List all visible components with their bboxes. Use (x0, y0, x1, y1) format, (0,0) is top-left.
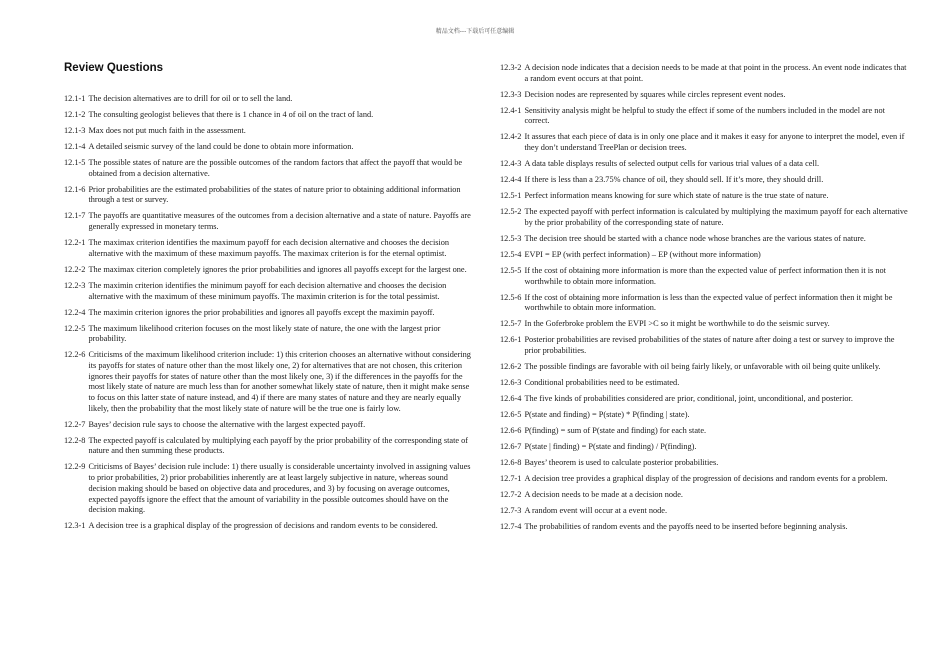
question-number: 12.5-7 (500, 319, 522, 329)
question-number: 12.3-1 (64, 521, 86, 531)
question-number: 12.5-1 (500, 191, 522, 201)
question-answer-text: The maximin criterion ignores the prior probabilities and ignores all payoffs except the maximin payoff. (88, 307, 435, 317)
review-question-item (64, 420, 474, 431)
review-question-item (500, 522, 908, 533)
question-answer-text: The expected payoff is calculated by multiplying each payoff by the prior probability of the corresponding state of nature and then summing these products. (88, 435, 469, 456)
question-number: 12.2-5 (64, 323, 86, 333)
question-number: 12.6-4 (500, 393, 522, 403)
question-answer-text: If the cost of obtaining more information is more than the expected value of perfect information then it is not worthwhile to obtain more information. (524, 265, 886, 286)
question-number: 12.5-6 (500, 292, 522, 302)
review-question-item (64, 238, 474, 259)
review-question-item (500, 458, 908, 469)
question-number: 12.1-7 (64, 211, 86, 221)
review-question-item (500, 175, 908, 186)
review-question-item (500, 207, 908, 228)
question-answer-text: The possible findings are favorable with oil being fairly likely, or unfavorable with oil being quite unlikely. (524, 361, 881, 371)
review-question-item (64, 211, 474, 232)
question-number: 12.2-1 (64, 238, 86, 248)
review-question-item (500, 159, 908, 170)
question-number: 12.7-4 (500, 521, 522, 531)
question-number: 12.7-2 (500, 489, 522, 499)
question-answer-text: Bayes’ decision rule says to choose the alternative with the largest expected payoff. (88, 419, 366, 429)
review-question-item (64, 350, 474, 414)
review-question-item (500, 191, 908, 202)
question-number: 12.1-4 (64, 142, 86, 151)
question-number: 12.2-6 (64, 350, 86, 360)
question-answer-text: A random event will occur at a event node. (524, 505, 668, 515)
question-number: 12.6-5 (500, 409, 522, 419)
review-question-item (64, 436, 474, 457)
question-answer-text: Criticisms of Bayes’ decision rule include: 1) there usually is considerable uncertainty involved in assigning values to prior probabilities, 2) prior probabilities inherently are at least largely subjective in nature, whereas sound decision making should be based on objective data and procedures, and 3) by focusing on average outcomes, expected payoffs ignore the effect that the amount of variability in the possible outcomes should have on the decision making. (88, 462, 471, 515)
question-answer-text: The maximax citerion completely ignores the prior probabilities and ignores all payoffs except for the largest one. (88, 264, 467, 274)
question-number: 12.4-2 (500, 132, 522, 142)
question-number: 12.2-3 (64, 280, 86, 290)
question-number: 12.2-4 (64, 307, 86, 317)
question-answer-text: The decision alternatives are to drill for oil or to sell the land. (88, 94, 293, 103)
review-question-item (500, 394, 908, 405)
review-question-item (500, 362, 908, 373)
question-answer-text: Conditional probabilities need to be estimated. (524, 377, 680, 387)
page-header-note: 精品文档---下载后可任意编辑 (435, 28, 515, 35)
question-number: 12.7-1 (500, 473, 522, 483)
review-question-item (64, 110, 474, 121)
question-answer-text: The five kinds of probabilities considered are prior, conditional, joint, unconditional, and posterior. (524, 393, 853, 403)
question-answer-text: Posterior probabilities are revised probabilities of the states of nature after doing a test or survey to improve the prior probabilities. (524, 335, 895, 355)
question-answer-text: A detailed seismic survey of the land could be done to obtain more information. (88, 142, 354, 151)
review-question-item (500, 319, 908, 330)
question-answer-text: Max does not put much faith in the assessment. (88, 126, 246, 135)
question-answer-text: The possible states of nature are the possible outcomes of the random factors that affect the payoff that would be obtained from a decision alternative. (88, 158, 463, 178)
page-title: Review Questions (64, 62, 164, 74)
review-question-item (64, 185, 474, 206)
question-answer-text: Criticisms of the maximum likelihood criterion include: 1) this criterion chooses an alternative without considering its payoffs for states of nature other than the most likely one, 2) for alternatives that are not chosen, this criterion ignores their payoffs for states of nature other than the most likely one, 3) if the differences in the payoffs for the most likely state of nature are much less than for another somewhat likely state of nature, then it might make sense to focus on this latter state of nature instead, and 4) if there are many states of nature and they are nearly equally likely, then the probability that the most likely state of nature will be the true one is fairly low. (88, 350, 471, 413)
question-answer-text: The expected payoff with perfect information is calculated by multiplying the maximum payoff for each alternative by the prior probability of the corresponding state of nature. (524, 207, 908, 227)
question-number: 12.6-6 (500, 425, 522, 435)
question-answer-text: A decision tree is a graphical display of the progression of decisions and random events to be considered. (88, 521, 438, 531)
question-number: 12.5-5 (500, 265, 522, 275)
review-question-item (64, 158, 474, 179)
question-answer-text: In the Goferbroke problem the EVPI >C so it might be worthwhile to do the seismic survey. (524, 319, 830, 329)
question-answer-text: The maximum likelihood criterion focuses on the most likely state of nature, the one with the largest prior probability. (88, 323, 441, 344)
review-question-item (500, 490, 908, 501)
question-answer-text: The consulting geologist believes that there is 1 chance in 4 of oil on the tract of land. (88, 110, 374, 119)
review-question-item (500, 335, 908, 356)
right-column (500, 63, 908, 538)
question-answer-text: The payoffs are quantitative measures of the outcomes from a decision alternative and a state of nature. Payoffs are generally expressed in monetary terms. (88, 211, 471, 232)
question-answer-text: A data table displays results of selected output cells for various trial values of a data cell. (524, 159, 820, 169)
question-number: 12.6-3 (500, 377, 522, 387)
question-answer-text: P(state and finding) = P(state) * P(finding | state). (524, 409, 690, 419)
question-number: 12.5-4 (500, 249, 522, 259)
review-question-item (500, 293, 908, 314)
question-answer-text: A decision tree provides a graphical display of the progression of decisions and random events for a problem. (524, 473, 888, 483)
review-question-item (500, 266, 908, 287)
review-question-item (64, 308, 474, 319)
review-question-item (64, 142, 474, 153)
question-answer-text: The probabilities of random events and the payoffs need to be inserted before beginning analysis. (524, 521, 848, 531)
review-question-item (500, 234, 908, 245)
question-answer-text: Sensitivity analysis might be helpful to study the effect if some of the numbers included in the model are not correct. (524, 105, 885, 126)
question-answer-text: EVPI = EP (with perfect information) – EP (without more information) (524, 249, 761, 259)
question-answer-text: It assures that each piece of data is in only one place and it makes it easy for anyone to interpret the model, even if they don’t understand TreePlan or decision trees. (524, 132, 905, 153)
question-number: 12.4-3 (500, 159, 522, 169)
question-number: 12.2-7 (64, 419, 86, 429)
question-number: 12.2-8 (64, 435, 86, 445)
review-question-item (500, 426, 908, 437)
question-answer-text: The decision tree should be started with a chance node whose branches are the various states of nature. (524, 233, 866, 243)
review-question-item (500, 474, 908, 485)
review-question-item (500, 378, 908, 389)
question-number: 12.3-2 (500, 63, 522, 72)
review-question-item (500, 506, 908, 517)
question-number: 12.1-1 (64, 94, 86, 103)
question-answer-text: If the cost of obtaining more information is less than the expected value of perfect information then it might be worthwhile to obtain more information. (524, 292, 893, 313)
question-answer-text: The maximax criterion identifies the maximum payoff for each decision alternative and chooses the decision alternative with the maximum of these maximum payoffs. The maximax criterion is for the eternal optimist. (88, 238, 450, 258)
left-column (64, 94, 474, 537)
review-question-item (64, 521, 474, 532)
review-question-item (500, 106, 908, 127)
review-question-item (64, 126, 474, 137)
question-number: 12.5-2 (500, 207, 522, 217)
question-answer-text: P(state | finding) = P(state and finding) / P(finding). (524, 441, 697, 451)
review-question-item (64, 462, 474, 516)
review-question-item (500, 250, 908, 261)
question-number: 12.4-1 (500, 105, 522, 115)
question-number: 12.1-3 (64, 126, 86, 135)
question-number: 12.6-8 (500, 457, 522, 467)
question-answer-text: Prior probabilities are the estimated probabilities of the states of nature prior to obtaining additional information through a test or survey. (88, 184, 461, 205)
review-question-item (500, 410, 908, 421)
question-answer-text: The maximin criterion identifies the minimum payoff for each decision alternative and chooses the decision alternative with the maximum of these minimum payoffs. The maximin criterion is for the total pessimist. (88, 280, 447, 301)
question-number: 12.3-3 (500, 89, 522, 99)
review-question-item (64, 94, 474, 105)
question-answer-text: Perfect information means knowing for sure which state of nature is the true state of nature. (524, 191, 829, 201)
question-number: 12.1-5 (64, 158, 86, 167)
question-answer-text: If there is less than a 23.75% chance of oil, they should sell. If it’s more, they should drill. (524, 175, 824, 185)
question-number: 12.1-2 (64, 110, 86, 119)
question-answer-text: Bayes’ theorem is used to calculate posterior probabilities. (524, 457, 719, 467)
question-number: 12.6-1 (500, 335, 522, 345)
question-answer-text: Decision nodes are represented by squares while circles represent event nodes. (524, 89, 786, 99)
question-number: 12.5-3 (500, 233, 522, 243)
review-question-item (64, 281, 474, 302)
question-number: 12.6-2 (500, 361, 522, 371)
question-number: 12.7-3 (500, 505, 522, 515)
question-answer-text: A decision node indicates that a decision needs to be made at that point in the process. An event node indicates that a random event occurs at that point. (524, 63, 907, 83)
review-question-item (64, 324, 474, 345)
question-number: 12.1-6 (64, 184, 86, 194)
question-number: 12.2-2 (64, 264, 86, 274)
review-question-item (64, 265, 474, 276)
review-question-item (500, 63, 908, 84)
question-answer-text: P(finding) = sum of P(state and finding) for each state. (524, 425, 707, 435)
review-question-item (500, 442, 908, 453)
review-question-item (500, 132, 908, 153)
question-number: 12.6-7 (500, 441, 522, 451)
question-number: 12.2-9 (64, 462, 86, 472)
question-number: 12.4-4 (500, 175, 522, 185)
question-answer-text: A decision needs to be made at a decision node. (524, 489, 683, 499)
review-question-item (500, 90, 908, 101)
